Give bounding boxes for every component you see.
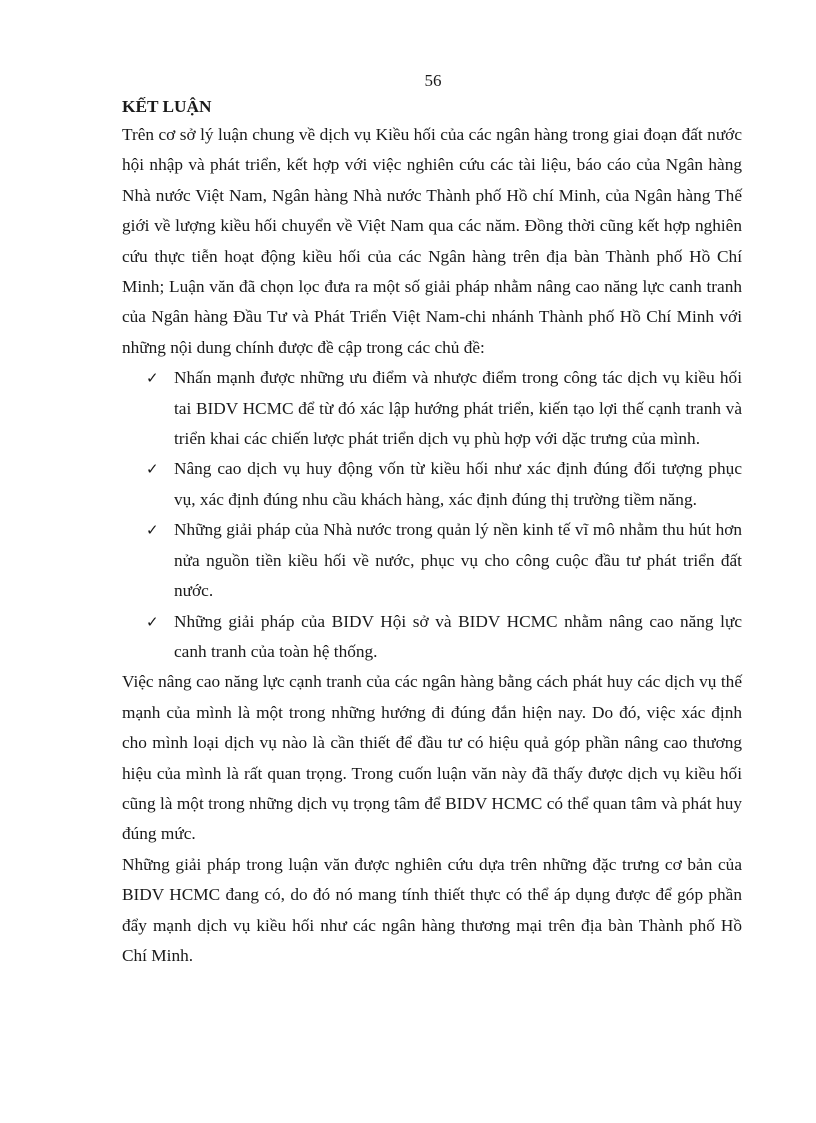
checkmark-icon: ✓ — [146, 369, 159, 388]
bullet-text: Những giải pháp của Nhà nước trong quản lý nền kinh tế vĩ mô nhằm thu hút hơn nửa nguồn tiền kiều hối về nước, phục vụ cho công cuộc đầu tư phát triển đất nước. — [174, 520, 742, 601]
section-heading: KẾT LUẬN — [122, 97, 212, 116]
checkmark-icon: ✓ — [146, 460, 159, 479]
page-number: 56 — [424, 71, 442, 90]
bullet-item — [122, 454, 742, 515]
bullet-item — [122, 607, 742, 668]
intro-paragraph: Trên cơ sở lý luận chung về dịch vụ Kiều hối của các ngân hàng trong giai đoạn đất nước hội nhập và phát triển, kết hợp với việc nghiên cứu các tài liệu, báo cáo của Ngân hàng Nhà nước Việt Nam, Ngân hàng Nhà nước Thành phố Hồ chí Minh, của Ngân hàng Thế giới về lượng kiều hối chuyển về Việt Nam qua các năm. Đồng thời cũng kết hợp nghiên cứu thực tiễn hoạt động kiều hối của các Ngân hàng trên địa bàn Thành phố Hồ Chí Minh; Luận văn đã chọn lọc đưa ra một số giải pháp nhằm nâng cao năng lực canh tranh của Ngân hàng Đầu Tư và Phát Triển Việt Nam-chi nhánh Thành phố Hồ Chí Minh với những nội dung chính được đề cập trong các chủ đề: — [122, 125, 742, 357]
bullet-text: Nhấn mạnh được những ưu điểm và nhược điểm trong công tác dịch vụ kiều hối tai BIDV HCMC để từ đó xác lập hướng phát triển, kiến tạo lợi thế cạnh tranh và triển khai các chiến lược phát triển dịch vụ phù hợp với dặc trưng của mình. — [174, 368, 742, 449]
body-paragraph: Những giải pháp trong luận văn được nghiên cứu dựa trên những đặc trưng cơ bản của BIDV HCMC đang có, do đó nó mang tính thiết thực có thể áp dụng được để góp phần đẩy mạnh dịch vụ kiều hối như các ngân hàng thương mại trên địa bàn Thành phố Hồ Chí Minh. — [122, 854, 742, 965]
bullet-list — [122, 363, 742, 667]
bullet-text: Nâng cao dịch vụ huy động vốn từ kiều hối như xác định đúng đối tượng phục vụ, xác định đúng nhu cầu khách hàng, xác định đúng thị trường tiềm năng. — [174, 459, 742, 509]
document-body — [122, 94, 742, 971]
body-paragraph: Việc nâng cao năng lực cạnh tranh của các ngân hàng bằng cách phát huy các dịch vụ thế mạnh của mình là một trong những hướng đi đúng đắn hiện nay. Do đó, việc xác định cho mình loại dịch vụ nào là cần thiết để đầu tư có hiệu quả góp phần nâng cao thương hiệu của mình là rất quan trọng. Trong cuốn luận văn này đã thấy được dịch vụ kiều hối cũng là một trong những dịch vụ trọng tâm để BIDV HCMC có thể quan tâm và phát huy đúng mức. — [122, 672, 742, 844]
bullet-item — [122, 515, 742, 606]
checkmark-icon: ✓ — [146, 521, 159, 540]
bullet-text: Những giải pháp của BIDV Hội sở và BIDV HCMC nhằm nâng cao năng lực canh tranh của toàn hệ thống. — [174, 611, 742, 661]
bullet-item — [122, 363, 742, 454]
checkmark-icon: ✓ — [146, 612, 159, 631]
